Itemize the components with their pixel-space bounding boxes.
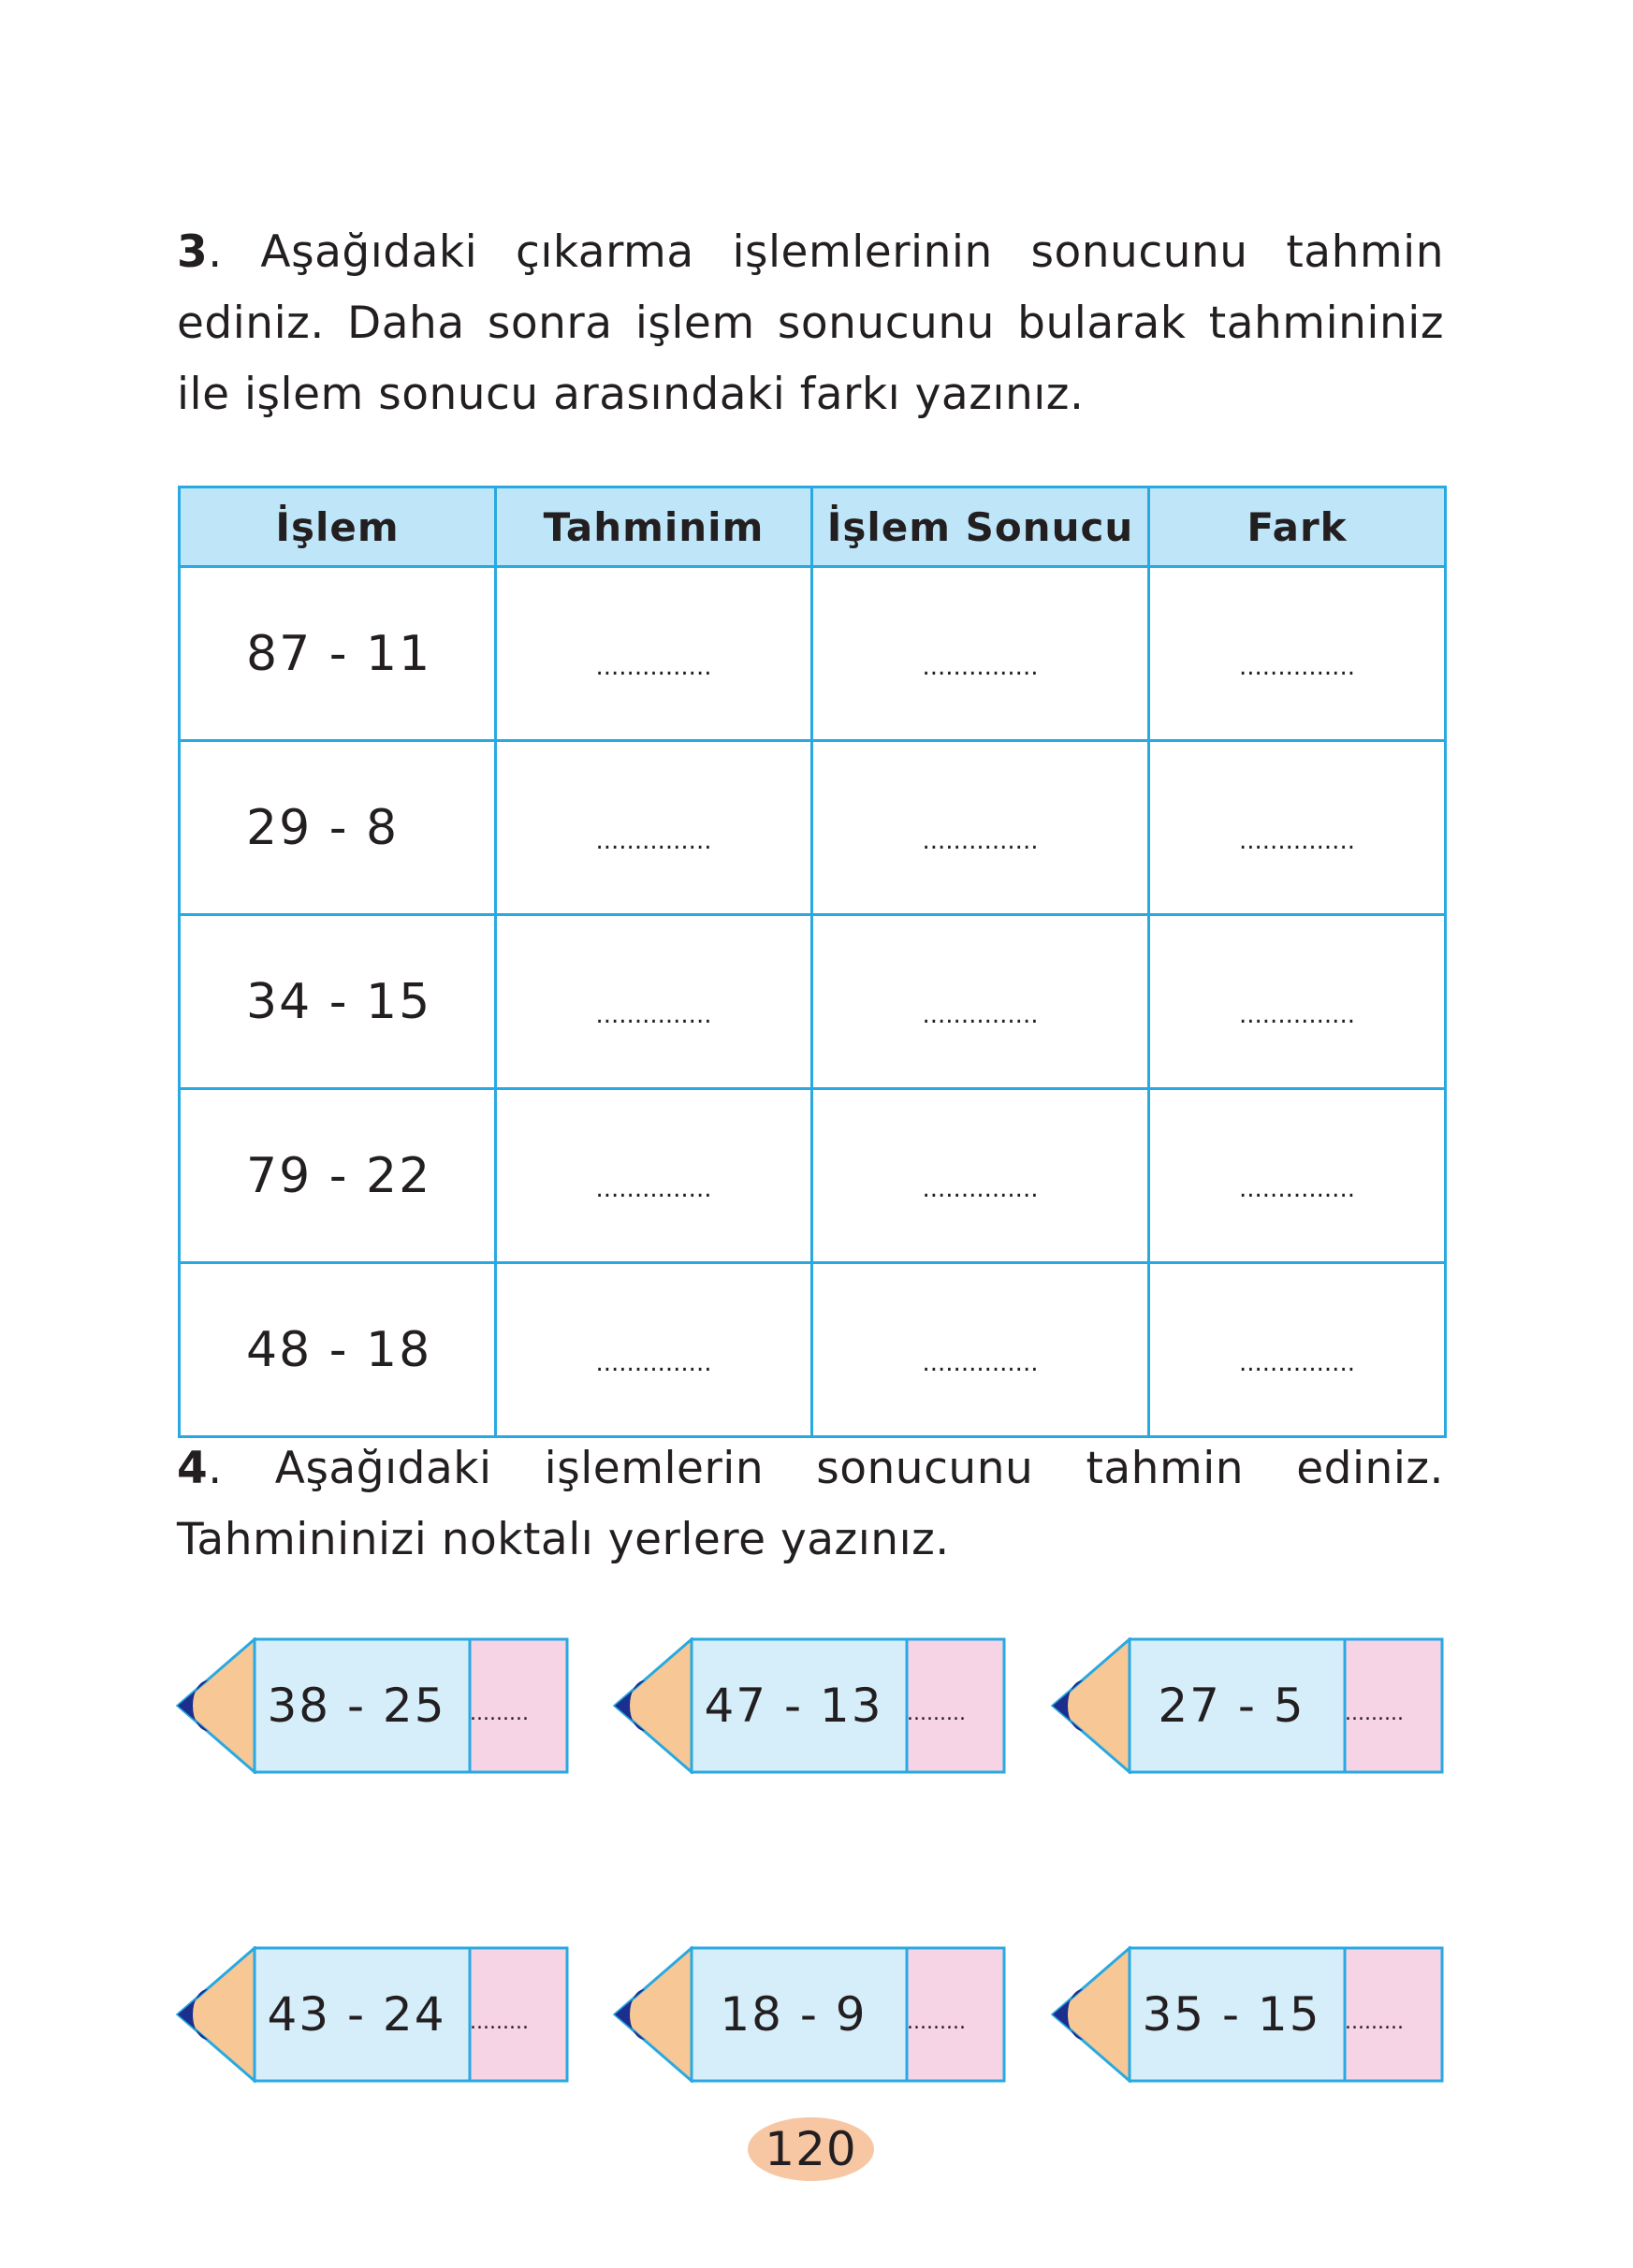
estimate-blank[interactable]: ............... xyxy=(496,567,812,741)
table-row xyxy=(180,915,1446,1089)
estimation-table xyxy=(178,486,1447,1438)
pencil-expression: 47 - 13 xyxy=(704,1679,883,1733)
question-text: . Aşağıdaki çıkarma işlemlerinin sonucunu tahmin ediniz. Daha sonra işlem sonucunu bularak tahmininiz ile işlem sonucu arasındaki farkı yazınız. xyxy=(177,226,1444,420)
pencil-answer-blank[interactable]: ......... xyxy=(470,2010,529,2034)
result-blank[interactable]: ............... xyxy=(812,915,1149,1089)
header-islem-sonucu: İşlem Sonucu xyxy=(812,487,1149,567)
table-row xyxy=(180,567,1446,741)
operation-cell: 48 - 18 xyxy=(180,1263,496,1437)
pencil-expression: 27 - 5 xyxy=(1158,1679,1305,1733)
result-blank[interactable]: ............... xyxy=(812,1263,1149,1437)
pencil-answer-blank[interactable]: ......... xyxy=(907,1701,966,1725)
header-islem: İşlem xyxy=(180,487,496,567)
question-number: 4 xyxy=(177,1443,209,1494)
difference-blank[interactable]: ............... xyxy=(1149,1089,1446,1263)
table-row xyxy=(180,1263,1446,1437)
table-header-row xyxy=(180,487,1446,567)
estimate-blank[interactable]: ............... xyxy=(496,915,812,1089)
difference-blank[interactable]: ............... xyxy=(1149,1263,1446,1437)
pencil-answer-blank[interactable]: ......... xyxy=(907,2010,966,2034)
pencil-answer-blank[interactable]: ......... xyxy=(1345,1701,1404,1725)
question-4 xyxy=(177,1433,1444,1576)
operation-cell: 79 - 22 xyxy=(180,1089,496,1263)
pencil-expression: 38 - 25 xyxy=(267,1679,446,1733)
header-fark: Fark xyxy=(1149,487,1446,567)
difference-blank[interactable]: ............... xyxy=(1149,741,1446,915)
result-blank[interactable]: ............... xyxy=(812,1089,1149,1263)
pencil-expression: 43 - 24 xyxy=(267,1987,446,2042)
pencil-card xyxy=(613,1637,1006,1774)
estimate-blank[interactable]: ............... xyxy=(496,741,812,915)
pencil-answer-blank[interactable]: ......... xyxy=(470,1701,529,1725)
estimate-blank[interactable]: ............... xyxy=(496,1089,812,1263)
header-tahminim: Tahminim xyxy=(496,487,812,567)
pencil-expression: 35 - 15 xyxy=(1142,1987,1321,2042)
question-number: 3 xyxy=(177,226,209,278)
pencil-card xyxy=(176,1946,569,2083)
result-blank[interactable]: ............... xyxy=(812,741,1149,915)
table-row xyxy=(180,741,1446,915)
result-blank[interactable]: ............... xyxy=(812,567,1149,741)
difference-blank[interactable]: ............... xyxy=(1149,915,1446,1089)
operation-cell: 34 - 15 xyxy=(180,915,496,1089)
pencil-answer-blank[interactable]: ......... xyxy=(1345,2010,1404,2034)
page-number: 120 xyxy=(748,2117,874,2181)
difference-blank[interactable]: ............... xyxy=(1149,567,1446,741)
pencil-card xyxy=(176,1637,569,1774)
operation-cell: 29 - 8 xyxy=(180,741,496,915)
question-3 xyxy=(177,217,1444,430)
pencil-card xyxy=(1051,1637,1444,1774)
pencil-expression: 18 - 9 xyxy=(720,1987,868,2042)
estimate-blank[interactable]: ............... xyxy=(496,1263,812,1437)
pencil-card xyxy=(613,1946,1006,2083)
question-text: . Aşağıdaki işlemlerin sonucunu tahmin ediniz. Tahmininizi noktalı yerlere yazınız. xyxy=(177,1443,1444,1565)
pencil-card xyxy=(1051,1946,1444,2083)
table-row xyxy=(180,1089,1446,1263)
operation-cell: 87 - 11 xyxy=(180,567,496,741)
